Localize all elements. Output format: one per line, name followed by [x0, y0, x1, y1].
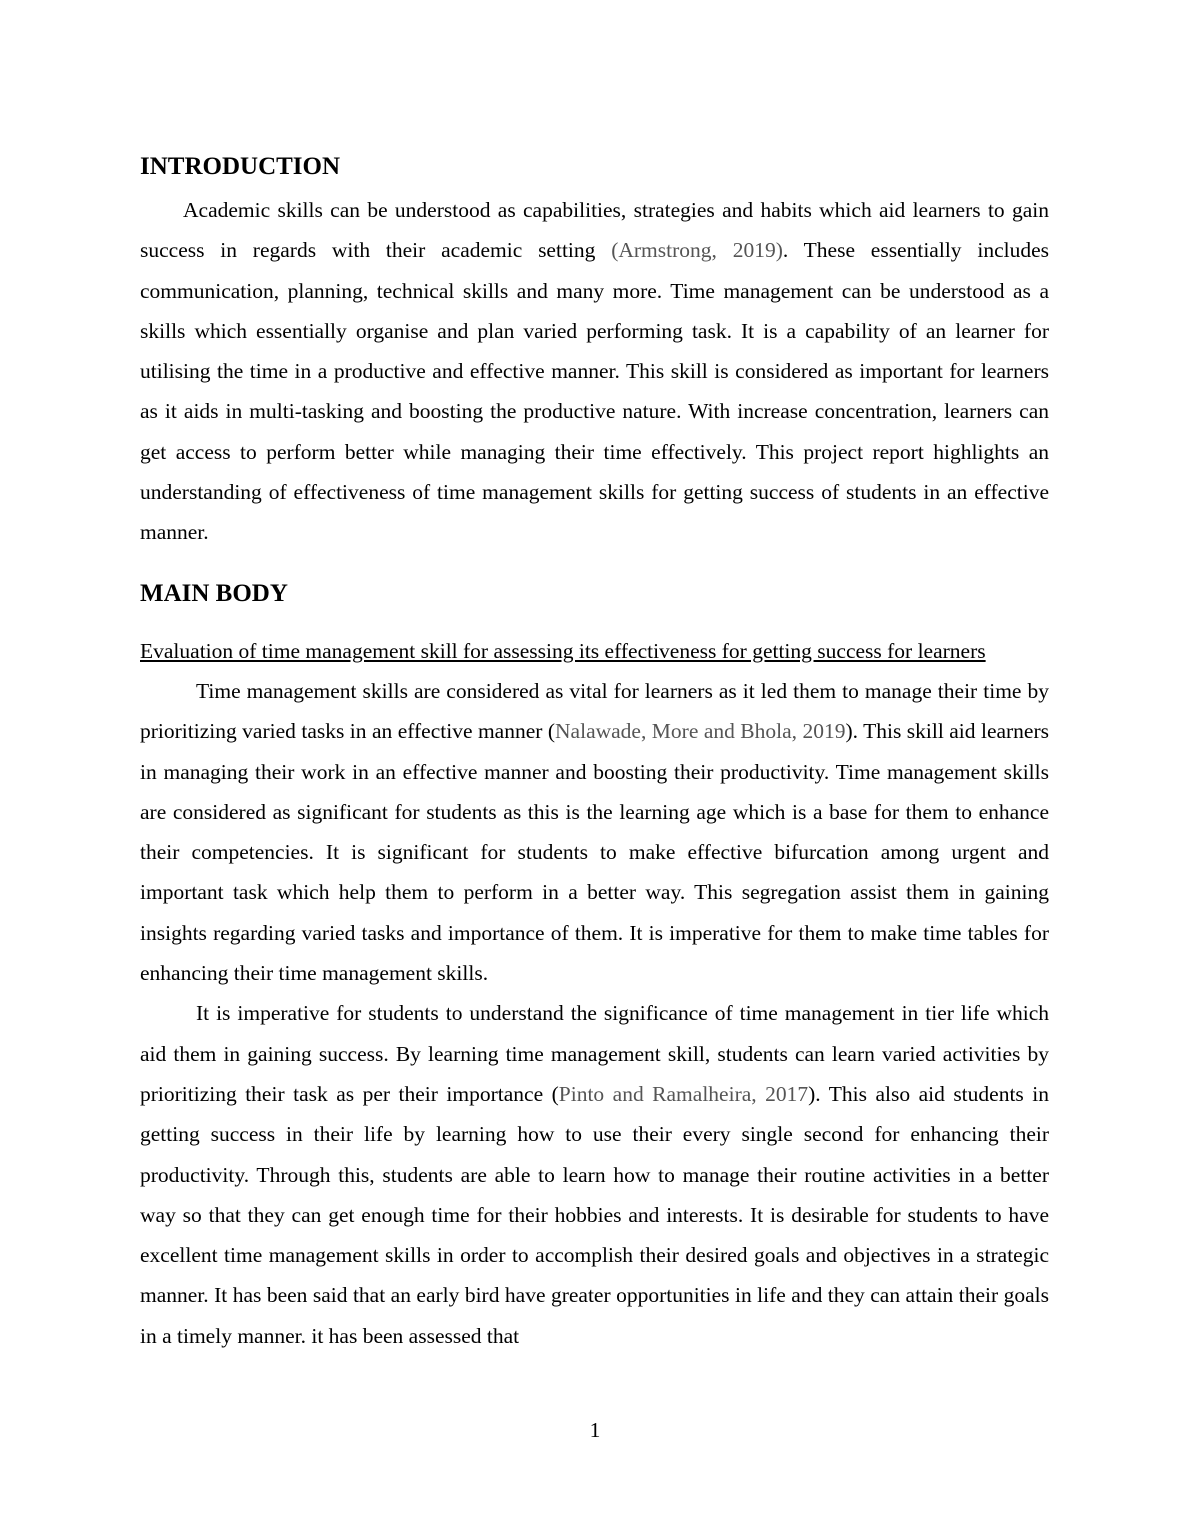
introduction-paragraph: [140, 190, 1049, 553]
main-body-heading: MAIN BODY: [140, 579, 288, 607]
introduction-heading: INTRODUCTION: [140, 153, 341, 180]
citation-nalawade: Nalawade, More and Bhola, 2019: [555, 719, 846, 744]
body2-text-part1: It is imperative for students to understand the significance of time management in tier life which aid them in gaining success. By learning time management skill, students can learn varied activities by prioritizing their task as per their importance (: [140, 1001, 1049, 1106]
document-page: [140, 148, 1049, 1356]
body-paragraph-2: [140, 993, 1049, 1356]
intro-text-part1: Academic skills can be understood as capabilities, strategies and habits which aid learners to gain success in regards with their academic setting: [140, 198, 1049, 263]
body-paragraph-1: [140, 671, 1049, 993]
intro-text-part2: . These essentially includes communication, planning, technical skills and many more. Time management can be understood as a skills which essentially organise and plan varied performing task. It is a capability of an learner for utilising the time in a productive and effective manner. This skill is considered as important for learners as it aids in multi-tasking and boosting the productive nature. With increase concentration, learners can get access to perform better while managing their time effectively. This project report highlights an understanding of effectiveness of time management skills for getting success of students in an effective manner.: [140, 238, 1049, 545]
body1-text-part1: Time management skills are considered as vital for learners as it led them to manage their time by prioritizing varied tasks in an effective manner (: [140, 678, 1049, 744]
citation-armstrong: (Armstrong, 2019): [611, 238, 783, 263]
section-subheading: Evaluation of time management skill for assessing its effectiveness for getting success for learners: [140, 638, 986, 663]
citation-pinto: Pinto and Ramalheira, 2017: [558, 1081, 809, 1106]
page-number: 1: [589, 1418, 601, 1442]
body1-text-part2: ). This skill aid learners in managing their work in an effective manner and boosting their productivity. Time management skills are considered as significant for students as this is the learning age which is a base for them to enhance their competencies. It is significant for students to make effective bifurcation among urgent and important task which help them to perform in a better way. This segregation assist them in gaining insights regarding varied tasks and importance of them. It is imperative for them to make time tables for enhancing their time management skills.: [140, 719, 1050, 986]
body2-text-part2: ). This also aid students in getting success in their life by learning how to use their every single second for enhancing their productivity. Through this, students are able to learn how to manage their routine activities in a better way so that they can get enough time for their hobbies and interests. It is desirable for students to have excellent time management skills in order to accomplish their desired goals and objectives in a strategic manner. It has been said that an early bird have greater opportunities in life and they can attain their goals in a timely manner. it has been assessed that: [140, 1081, 1049, 1348]
